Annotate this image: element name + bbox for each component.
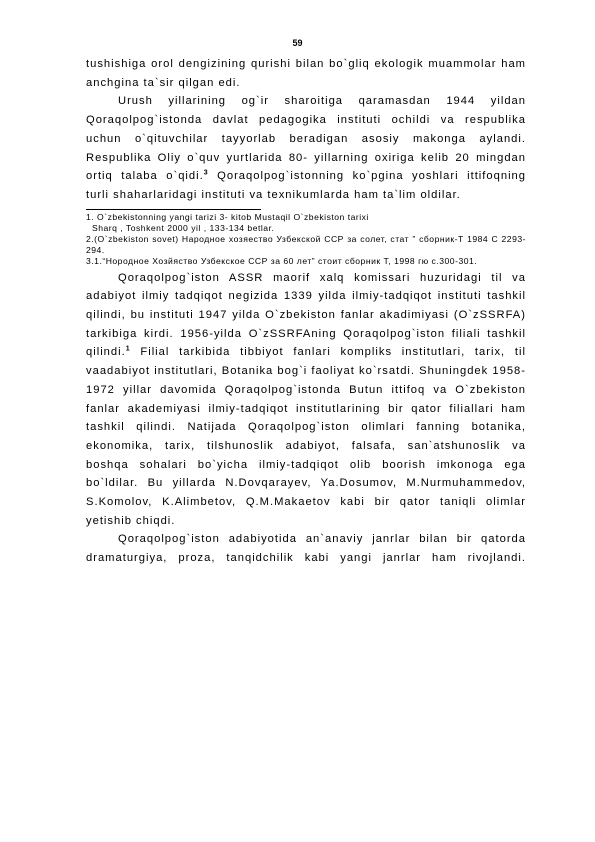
page-number: 59 [292,38,303,48]
paragraph-3 [86,269,526,531]
footnote-3: 3.1.“Нородное Хозйяство Узбекское ССР за 60 лет” стоит сборник Т, 1998 гю с.300-301. [86,255,478,266]
footnote-2: 2.(O`zbekiston sovet) Народное хозяество Узбекской ССР за солет, стат ” сборник-Т 1984 С 2293-294. [86,233,526,255]
footnotes [86,212,526,267]
paragraph-1: tushishiga orol dengizining qurishi bilan bo`gliq ekologik muammolar ham anchgina ta`sir qilgan edi. [86,58,526,89]
paragraph-2-text-b: Qoraqolpog`istonning ko`pgina yoshlari ittifoqning turli shaharlaridagi instituti va texnikumlarda ham ta`lim oldilar. [86,170,526,201]
paragraph-4: Qoraqolpog`iston adabiyotida an`anaviy janrlar bilan bir qatorda dramaturgiya, proza, tanqidchilik kabi yangi janrlar ham rivojlandi. [86,533,526,565]
paragraph-2 [86,92,526,204]
paragraph-3-text-a: Qoraqolpog`iston ASSR maorif xalq komissari huzuridagi til va adabiyot ilmiy tadqiqot negizida 1339 yilda ilmiy-tadqiqot instituti tashkil qilindi, bu instituti 1947 yilda O`zbekiston fanlar akadimiyasi (O`zSSRFA) tarkibiga kirdi. 1956-yilda O`zSSRFAning Qoraqolpog`iston filiali tashkil qilindi. [86,271,526,359]
footnote-ref-1: 1 [125,345,131,353]
footnote-ref-3: 3 [203,169,209,177]
paragraph-3-text-b: Filial tarkibida tibbiyot fanlari kompliks institutlari, tarix, til vaadabiyot institutlari, Botanika bog`i faoliyat ko`rsatdi. Shuningdek 1958-1972 yillar davomida Qoraqolpog`istonda Butun ittifoq va O`zbekiston fanlar akademiyasi ilmiy-tadqiqot institutlarining bir qator filiallari ham tashkil qilindi. Natijada Qoraqolpog`iston olimlari fanning botanika, ekonomika, tarix, tilshunoslik adabiyot, falsafa, san`atshunoslik va boshqa sohalari bo`yicha ilmiy-tadqiqot olib boorish imkonoga ega bo`ldilar. Bu yillarda N.Dovqarayev, Ya.Dosumov, M.Nurmuhammedov, S.Komolov, K.Alimbetov, Q.M.Makaetov kabi bir qator taniqli olimlar yetishib chiqdi. [86,346,526,527]
page-content [86,55,526,568]
footnote-1-continuation: Sharq , Toshkent 2000 yil , 133-134 betlar. [92,222,275,233]
paragraph-2-text-a: Urush yillarining og`ir sharoitiga qaramasdan 1944 yildan Qoraqolpog`istonda davlat pedagogika instituti ochildi va respublika uchun o`qituvchilar tayyorlab beradigan asosiy makonga aylandi. Respublika Oliy o`quv yurtlarida 80- yillarning oxiriga kelib 20 mingdan ortiq talaba o`qidi. [86,95,526,183]
body-section-2 [86,269,526,568]
footnote-rule [86,209,261,210]
footnote-1: 1. O`zbekistonning yangi tarizi 3- kitob Mustaqil O`zbekiston tarixi [86,211,369,222]
